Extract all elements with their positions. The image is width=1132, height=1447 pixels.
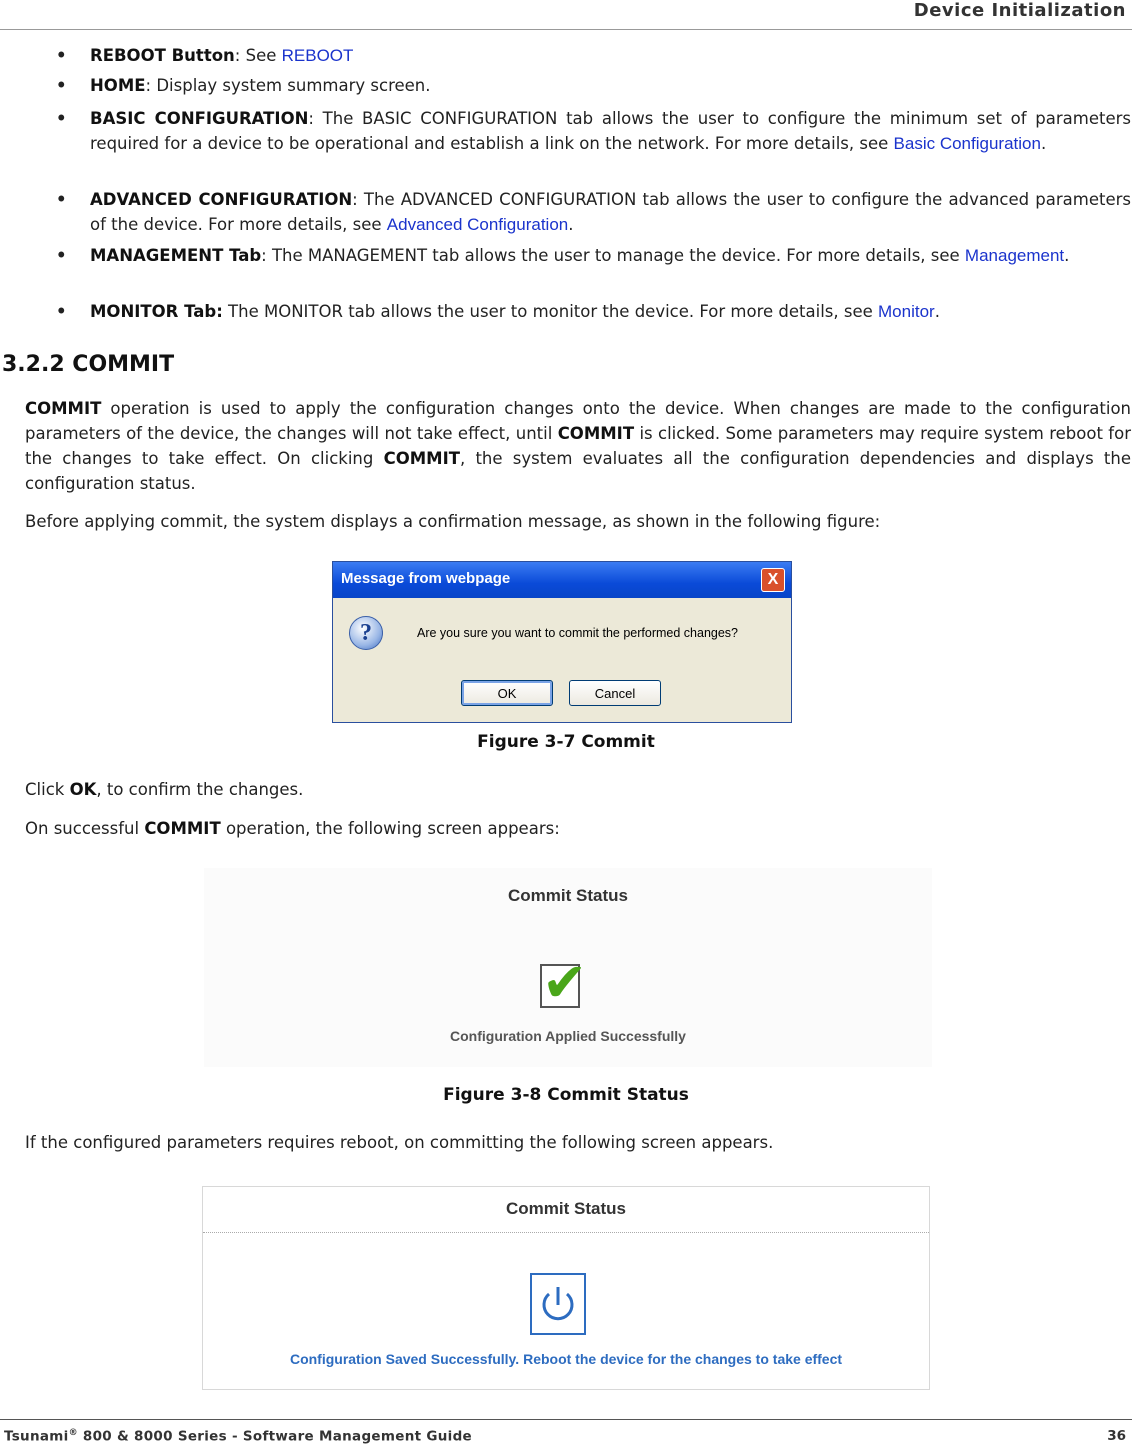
bullet-text: : The ADVANCED CONFIGURATION tab allows the user to configure the advanced parameters of the device. For more details, see xyxy=(90,190,1131,234)
bullet-term: BASIC CONFIGURATION xyxy=(90,109,309,128)
commit-status-title: Commit Status xyxy=(506,1199,626,1218)
reboot-paragraph: If the configured parameters requires reboot, on committing the following screen appears. xyxy=(25,1133,774,1152)
para-text: is clicked. Some parameters may require system reboot for the changes to take effect. On clicking xyxy=(25,424,1131,468)
commit-status-message: Configuration Applied Successfully xyxy=(450,1028,686,1044)
bullet-basic-configuration xyxy=(56,106,1131,156)
para-text: On successful xyxy=(25,819,145,838)
commit-paragraph xyxy=(25,396,1131,496)
dialog-message: Are you sure you want to commit the performed changes? xyxy=(417,626,738,640)
ok-button[interactable]: OK xyxy=(461,680,553,706)
cancel-button[interactable]: Cancel xyxy=(569,680,661,706)
bullet-management xyxy=(56,243,1131,268)
bullet-dot: • xyxy=(56,46,67,65)
section-heading: 3.2.2 COMMIT xyxy=(2,352,175,377)
close-icon[interactable]: X xyxy=(761,568,785,592)
bold-commit: COMMIT xyxy=(144,819,221,838)
bullet-dot: • xyxy=(56,246,67,265)
bullet-home xyxy=(56,73,1131,98)
footer-rule xyxy=(0,1419,1132,1420)
power-icon xyxy=(530,1273,586,1335)
bullet-text: The MONITOR tab allows the user to monitor the device. For more details, see xyxy=(222,302,879,321)
bullet-text: : The BASIC CONFIGURATION tab allows the user to configure the minimum set of parameters required for a device to be operational and establish a link on the network. For more details, see xyxy=(90,109,1131,153)
bullet-after: . xyxy=(568,215,574,234)
bullet-term: HOME xyxy=(90,76,146,95)
bullet-advanced-configuration xyxy=(56,187,1131,237)
bullet-term: MONITOR Tab: xyxy=(90,302,223,321)
figure-caption-7: Figure 3-7 Commit xyxy=(477,732,655,752)
link-advanced-configuration[interactable]: Advanced Configuration xyxy=(386,215,569,234)
bold-commit: COMMIT xyxy=(383,449,460,468)
link-monitor[interactable]: Monitor xyxy=(878,302,935,321)
commit-status-panel xyxy=(204,868,932,1067)
header-rule xyxy=(0,29,1132,30)
bullet-dot: • xyxy=(56,190,67,209)
bullet-reboot xyxy=(56,43,1131,68)
header-title: Device Initialization xyxy=(913,0,1126,21)
footer-title xyxy=(4,1428,472,1445)
footer-guide: 800 & 8000 Series - Software Management Guide xyxy=(77,1428,473,1445)
bold-commit: COMMIT xyxy=(557,424,635,443)
checkmark-icon: ✔ xyxy=(542,951,588,1014)
bullet-after: . xyxy=(934,302,940,321)
confirm-dialog xyxy=(332,561,792,723)
bold-commit: COMMIT xyxy=(25,399,102,418)
question-icon: ? xyxy=(349,616,383,650)
bullet-term: ADVANCED CONFIGURATION xyxy=(90,190,353,209)
before-commit-paragraph: Before applying commit, the system displays a confirmation message, as shown in the following figure: xyxy=(25,512,881,531)
click-ok-paragraph xyxy=(25,777,1131,802)
bullet-text: : The MANAGEMENT tab allows the user to manage the device. For more details, see xyxy=(261,246,965,265)
footer-reg: ® xyxy=(68,1428,78,1438)
panel-divider xyxy=(203,1232,929,1233)
para-text: operation is used to apply the configuration changes onto the device. When changes are made to the configuration parameters of the device, the changes will not take effect, until xyxy=(25,399,1131,443)
dialog-title: Message from webpage xyxy=(341,570,511,587)
bullet-dot: • xyxy=(56,302,67,321)
bullet-term: REBOOT Button xyxy=(90,46,235,65)
link-basic-configuration[interactable]: Basic Configuration xyxy=(893,134,1041,153)
bold-ok: OK xyxy=(69,780,97,799)
para-text: , to confirm the changes. xyxy=(96,780,304,799)
bullet-after: . xyxy=(1040,134,1047,153)
bullet-text: : See xyxy=(234,46,282,65)
successful-commit-paragraph xyxy=(25,816,1131,841)
para-text: Click xyxy=(25,780,70,799)
figure-caption-8: Figure 3-8 Commit Status xyxy=(443,1085,689,1105)
bullet-dot: • xyxy=(56,76,67,95)
dialog-titlebar xyxy=(333,562,791,598)
page-number: 36 xyxy=(1107,1428,1126,1444)
reboot-message: Configuration Saved Successfully. Reboot the device for the changes to take effect xyxy=(289,1351,843,1367)
bullet-after: . xyxy=(1064,246,1070,265)
para-text: , the system evaluates all the configuration dependencies and displays the configuration status. xyxy=(25,449,1131,493)
commit-status-reboot-panel xyxy=(202,1186,930,1390)
link-reboot[interactable]: REBOOT xyxy=(281,46,354,65)
bullet-monitor xyxy=(56,299,1131,324)
footer-brand: Tsunami xyxy=(4,1428,69,1445)
link-management[interactable]: Management xyxy=(964,246,1065,265)
commit-status-title: Commit Status xyxy=(508,886,628,905)
para-text: operation, the following screen appears: xyxy=(220,819,560,838)
bullet-text: : Display system summary screen. xyxy=(145,76,431,95)
bullet-dot: • xyxy=(56,109,67,128)
bullet-term: MANAGEMENT Tab xyxy=(90,246,262,265)
